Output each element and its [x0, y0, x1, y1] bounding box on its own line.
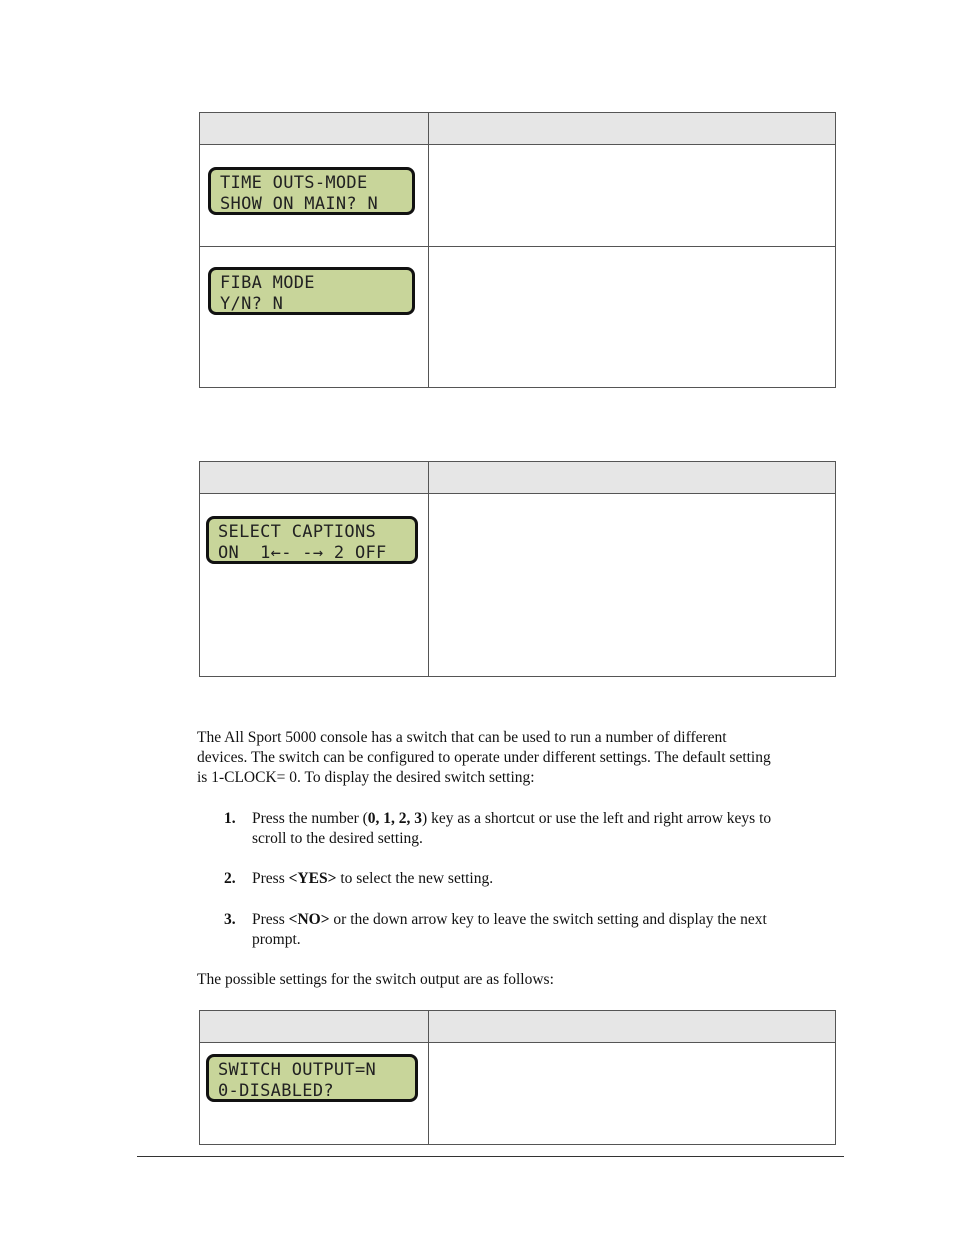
- table-row: [200, 494, 836, 677]
- lcd-line: SELECT CAPTIONS: [218, 522, 377, 542]
- lcd-display: [208, 167, 415, 215]
- step-text: Press <YES> to select the new setting.: [252, 870, 494, 887]
- step-text: Press the number (0, 1, 2, 3) key as a shortcut or use the left and right arrow keys to scroll to the desired setting.: [252, 810, 772, 847]
- lcd-line: ON 1←- -→ 2 OFF: [218, 543, 387, 563]
- intro-line: devices. The switch can be configured to operate under different settings. The default setting: [197, 749, 771, 766]
- step-number: 1.: [224, 810, 236, 827]
- table-row: [200, 145, 836, 247]
- intro-line: The All Sport 5000 console has a switch that can be used to run a number of different: [197, 729, 727, 746]
- footer-rule: [137, 1156, 844, 1157]
- table-row: [200, 247, 836, 388]
- lcd-display: [206, 1054, 418, 1102]
- lcd-line: FIBA MODE: [220, 273, 315, 293]
- lcd-line: SWITCH OUTPUT=N: [218, 1060, 377, 1080]
- table-header-row: [200, 462, 836, 494]
- intro-line: is 1-CLOCK= 0. To display the desired switch setting:: [197, 769, 535, 786]
- lcd-line: TIME OUTS-MODE: [220, 173, 368, 193]
- lcd-display: [208, 267, 415, 315]
- intro-paragraph: [197, 728, 837, 788]
- step-text: Press <NO> or the down arrow key to leave the switch setting and display the next prompt.: [252, 911, 767, 948]
- lcd-line: SHOW ON MAIN? N: [220, 194, 379, 214]
- lcd-display: [206, 516, 418, 564]
- lcd-line: 0-DISABLED?: [218, 1081, 334, 1101]
- lcd-line: Y/N? N: [220, 294, 284, 314]
- step-number: 3.: [224, 911, 236, 928]
- table-header-row: [200, 1011, 836, 1043]
- outro-paragraph: The possible settings for the switch output are as follows:: [197, 971, 554, 988]
- step-number: 2.: [224, 870, 236, 887]
- captions-table: [199, 461, 836, 677]
- table-row: [200, 1043, 836, 1145]
- table-header-row: [200, 113, 836, 145]
- switch-output-table: [199, 1010, 836, 1145]
- time-outs-fiba-table: [199, 112, 836, 388]
